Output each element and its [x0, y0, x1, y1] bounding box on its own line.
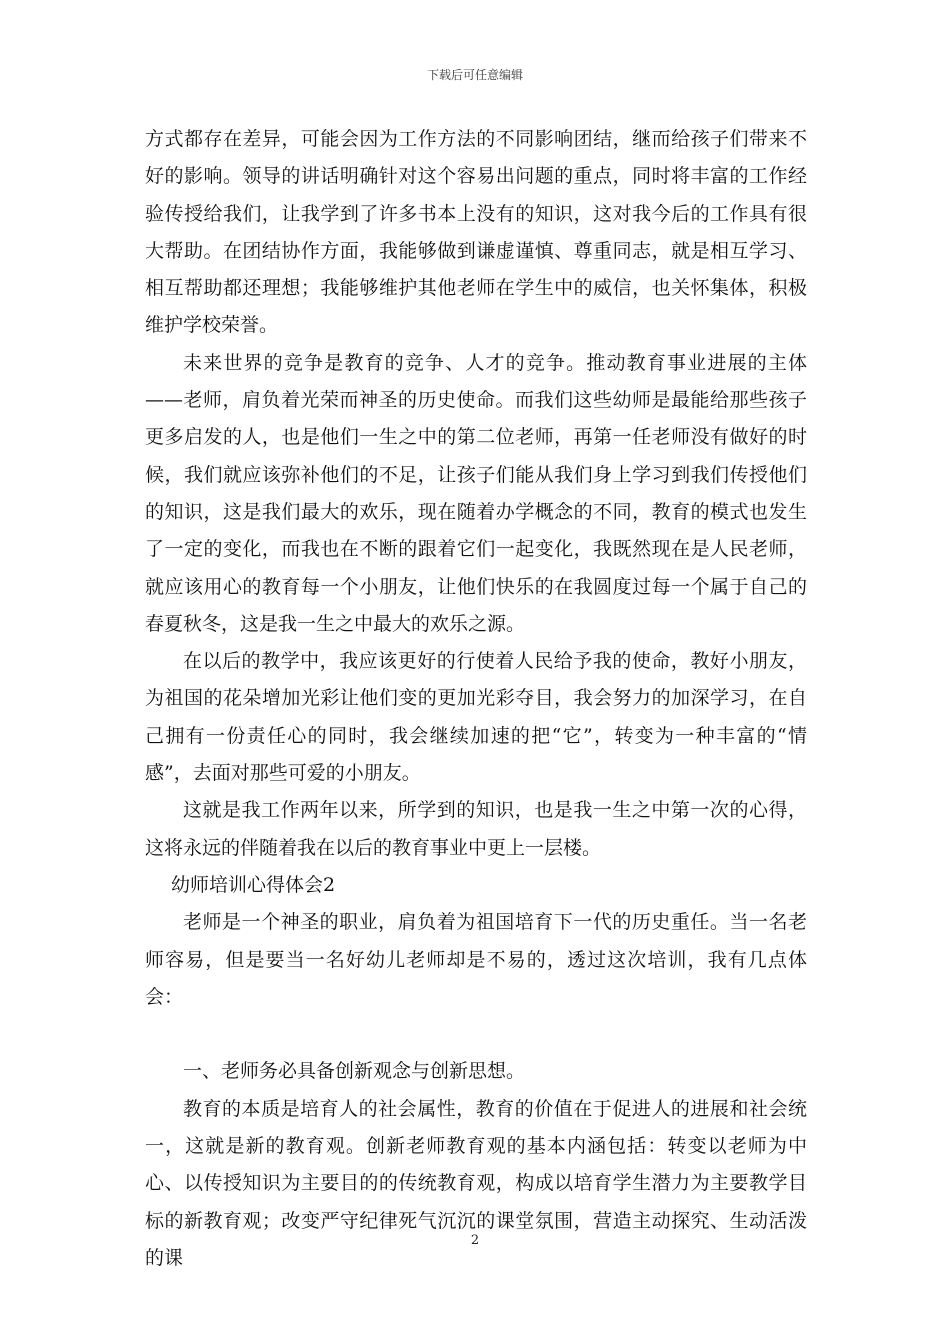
subheading-innovation: 一、老师务必具备创新观念与创新思想。	[183, 1060, 526, 1083]
paragraph-future-teaching: 在以后的教学中，我应该更好的行使着人民给予我的使命，教好小朋友，为祖国的花朵增加光彩让他们变的更加光彩夺目，我会努力的加深学习，在自己拥有一份责任心的同时，我会继续加速的把“它”，转变为一种丰富的“情感”，去面对那些可爱的小朋友。	[145, 650, 807, 785]
paragraph-teacher-profession: 老师是一个神圣的职业，肩负着为祖国培育下一代的历史重任。当一名老师容易，但是要当一名好幼儿老师却是不易的，透过这次培训，我有几点体会：	[145, 911, 807, 1008]
page-header: 下载后可任意编辑	[426, 68, 523, 82]
document-body	[145, 121, 807, 1277]
section-title: 幼师培训心得体会2	[171, 873, 336, 896]
paragraph-continuation: 方式都存在差异，可能会因为工作方法的不同影响团结，继而给孩子们带来不好的影响。领导的讲话明确针对这个容易出问题的重点，同时将丰富的工作经验传授给我们，让我学到了许多书本上没有的知识，这对我今后的工作具有很大帮助。在团结协作方面，我能够做到谦虚谨慎、尊重同志，就是相互学习、相互帮助都还理想；我能够维护其他老师在学生中的威信，也关怀集体，积极维护学校荣誉。	[145, 128, 807, 337]
paragraph-two-years-summary: 这就是我工作两年以来，所学到的知识，也是我一生之中第一次的心得，这将永远的伴随着我在以后的教育事业中更上一层楼。	[145, 799, 807, 859]
paragraph-future-competition: 未来世界的竞争是教育的竞争、人才的竞争。推动教育事业进展的主体——老师，肩负着光荣而神圣的历史使命。而我们这些幼师是最能给那些孩子更多启发的人，也是他们一生之中的第二位老师，再第一任老师没有做好的时候，我们就应该弥补他们的不足，让孩子们能从我们身上学习到我们传授他们的知识，这是我们最大的欢乐，现在随着办学概念的不同，教育的模式也发生了一定的变化，而我也在不断的跟着它们一起变化，我既然现在是人民老师，就应该用心的教育每一个小朋友，让他们快乐的在我圆度过每一个属于自己的春夏秋冬，这是我一生之中最大的欢乐之源。	[145, 351, 807, 635]
paragraph-education-essence: 教育的本质是培育人的社会属性，教育的价值在于促进人的进展和社会统一，这就是新的教育观。创新老师教育观的基本内涵包括：转变以老师为中心、以传授知识为主要目的的传统教育观，构成以培育学生潜力为主要教学目标的新教育观；改变严守纪律死气沉沉的课堂氛围，营造主动探究、生动活泼的课	[145, 1097, 807, 1269]
page-number: 2	[470, 1233, 480, 1248]
blank-line	[145, 1016, 807, 1053]
